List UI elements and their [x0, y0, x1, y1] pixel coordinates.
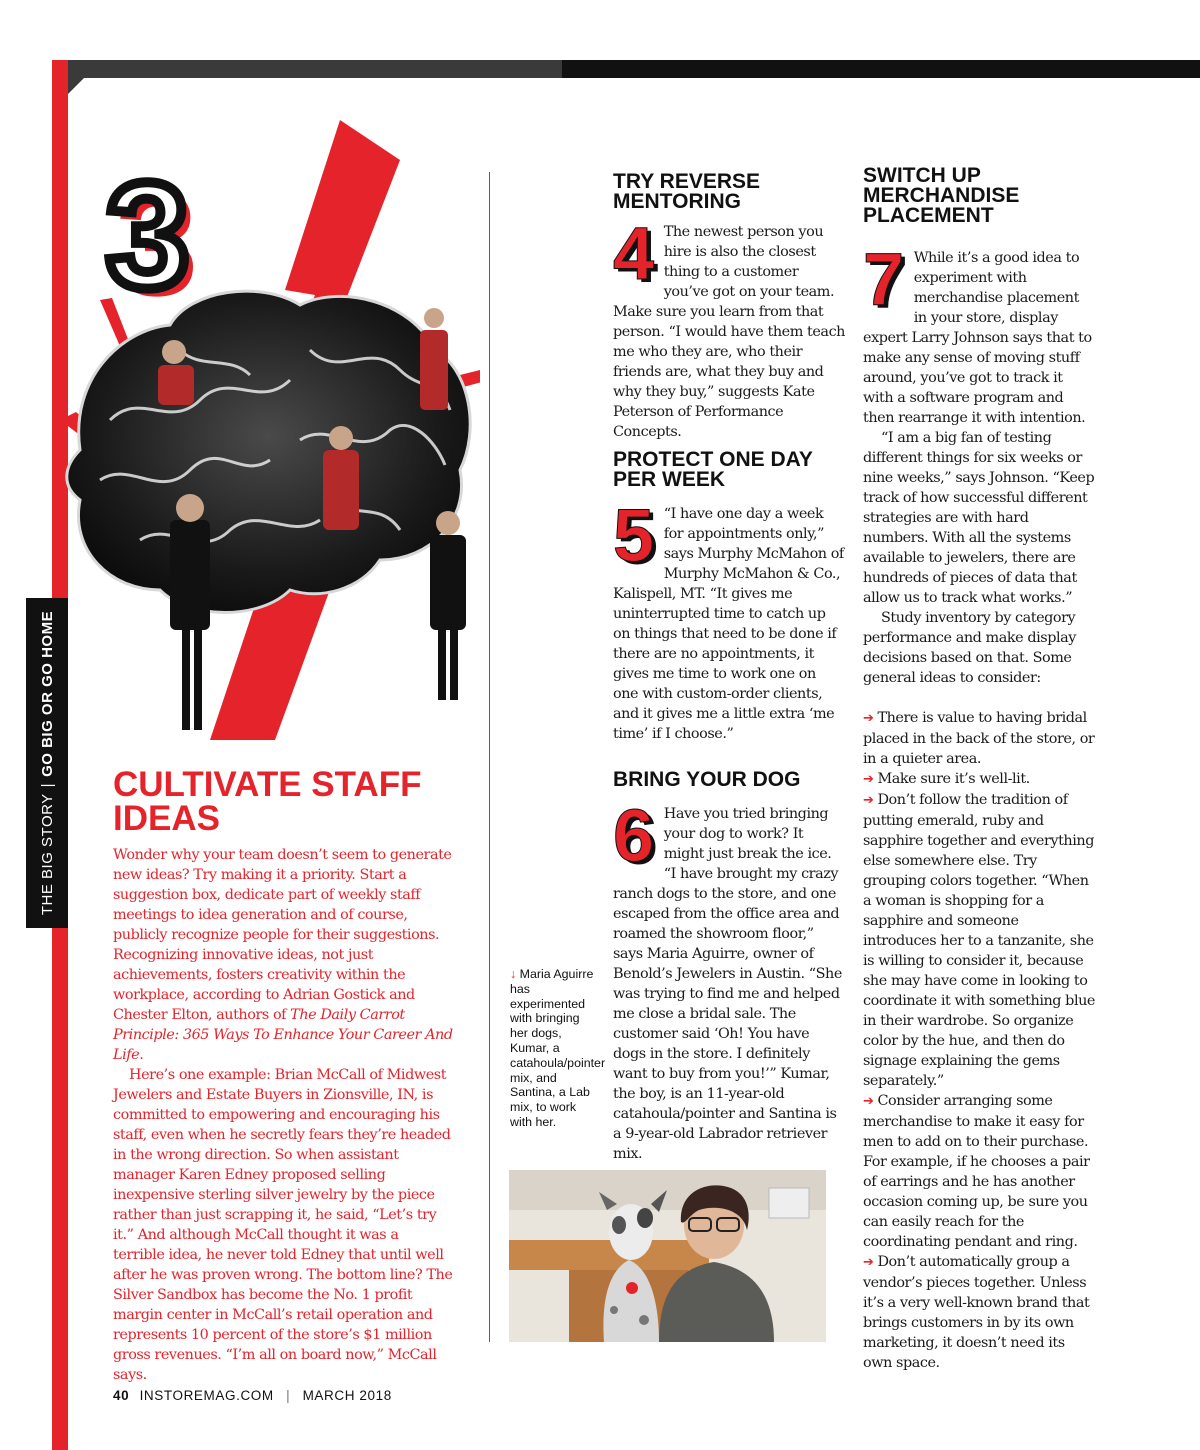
page-number: 40 [113, 1388, 130, 1403]
side-tab-section: THE BIG STORY [38, 793, 56, 916]
arrow-right-icon: ➔ [863, 1255, 874, 1270]
list-item: ➔ Consider arranging some merchandise to make it easy for men to add on to their purchase. For example, if he chooses a pair of earrings and he has another occasion coming up, be sure you can easily reach for the coordinating pendant and ring. [863, 1093, 1090, 1250]
section-5-body [613, 494, 845, 744]
page-footer [113, 1388, 392, 1403]
section-6 [613, 770, 845, 1164]
photo-woman-with-dog [509, 1170, 826, 1342]
person-silhouette [323, 450, 359, 530]
section-7-paragraph-3: Study inventory by category performance and make display decisions based on that. Some general ideas to consider: [863, 610, 1076, 686]
person-silhouette [170, 520, 210, 630]
heading-try-reverse-mentoring: TRY REVERSE MENTORING [613, 170, 761, 213]
section-5 [613, 450, 845, 744]
arrow-right-icon: ➔ [863, 711, 874, 726]
section-4-body [613, 212, 845, 442]
heading-cultivate-staff-ideas: CULTIVATE STAFF IDEAS [113, 765, 422, 838]
top-bar-gray [52, 60, 562, 78]
section-4-text: The newest person you hire is also the closest thing to a customer you’ve got on your team. Make sure you learn from that person. “I would have them teach me who they are, who their friends are, what they buy and why they buy,” suggests Kate Peterson of Performance Concepts. [613, 224, 845, 440]
brain-icon [67, 291, 470, 612]
book-title: The Daily Carrot Principle: 365 Ways To Enhance Your Career And Life [113, 1007, 453, 1063]
list-item: ➔ Make sure it’s well-lit. [863, 771, 1030, 787]
section-6-text: Have you tried bringing your dog to work? It might just break the ice. “I have brought my crazy ranch dogs to the store, and one escaped from the office area and roamed the showroom floor,” says Maria Aguirre, owner of Benold’s Jewelers in Austin. “She was trying to find me and helped me close a bridal sale. The customer said ‘Oh! You have dogs in the store. I definitely want to buy from you!’” Kumar, the boy, is an 11-year-old catahoula/pointer and Santina is a 9-year-old Labrador retriever mix. [613, 806, 842, 1162]
section-7-paragraph-1: 7 While it’s a good idea to experiment with merchandise placement in your store, display expert Larry Johnson says that to make any sense of moving stuff around, you’ve got to track it with a software program and then rearrange it with intention. [863, 238, 1092, 426]
cultivate-body [113, 845, 453, 1385]
section-7 [863, 166, 1095, 1373]
section-number-6: 6 [613, 794, 654, 877]
section-number-5: 5 [613, 494, 654, 577]
heading-bring-your-dog: BRING YOUR DOG [613, 768, 801, 791]
side-tab-separator: | [38, 782, 56, 788]
section-7-body [863, 238, 1095, 1373]
top-bar-black [562, 60, 1200, 78]
corner-notch [68, 78, 84, 94]
cultivate-paragraph-2: Here’s one example: Brian McCall of Midwest Jewelers and Estate Buyers in Zionsville, IN, is committed to empowering and encouraging his staff, even when he secretly fears they’re headed in the wrong direction. So when assistant manager Karen Edney proposed selling inexpensive sterling silver jewelry by the piece rather than just scrapping it, he said, “Let’s try it.” And although McCall thought it was a terrible idea, he never told Edney that until well after he was proven wrong. The bottom line? The Silver Sandbox has become the No. 1 profit margin center in McCall’s retail operation and represents 10 percent of the store’s $1 million gross revenues. “I’m all on board now,” McCall says. [113, 1067, 453, 1383]
section-number-3: 3 [106, 151, 190, 319]
section-6-body [613, 794, 845, 1164]
arrow-right-icon: ➔ [863, 793, 874, 808]
side-tab-title: GO BIG OR GO HOME [38, 610, 56, 777]
caption-text: Maria Aguirre has experimented with bringing her dogs, Kumar, a catahoula/pointer mix, and Santina, a Lab mix, to work with her. [510, 967, 606, 1129]
section-7-paragraph-2: “I am a big fan of testing different things for six weeks or nine weeks,” says Johnson. “Keep track of how successful different strategies are with hard numbers. With all the systems available to jewelers, there are hundreds of pieces of data that allow us to track what works.” [863, 430, 1095, 606]
heading-switch-up-merchandise: SWITCH UP MERCHANDISE PLACEMENT [863, 164, 1020, 227]
section-5-text: “I have one day a week for appointments only,” says Murphy McMahon of Murphy McMahon & Co., Kalispell, MT. “It gives me uninterrupted time to catch up on things that need to be done if there are no appointments, it gives me time to work one on one with custom-order clients, and it gives me a little extra ‘me time’ if I choose.” [613, 506, 844, 742]
photo-caption [510, 967, 606, 1130]
arrow-right-icon: ➔ [863, 1094, 874, 1109]
list-item: ➔ Don’t automatically group a vendor’s pieces together. Unless it’s a very well-known brand that brings customers in by its own marketing, it doesn’t need its own space. [863, 1254, 1090, 1371]
list-item: ➔ There is value to having bridal placed in the back of the store, or in a quieter area. [863, 710, 1095, 767]
footer-site: INSTOREMAG.COM [139, 1388, 274, 1403]
footer-date: MARCH 2018 [302, 1388, 392, 1403]
arrow-right-icon: ➔ [863, 772, 874, 787]
cultivate-paragraph-1: Wonder why your team doesn’t seem to generate new ideas? Try making it a priority. Start a suggestion box, dedicate part of weekly staff meetings to idea generation and of course, publicly recognize people for their suggestions. Recognizing innovative ideas, not just achievements, fosters creativity within the workplace, according to Adrian Gostick and Chester Elton, authors of The Daily Carrot Principle: 365 Ways To Enhance Your Career And Life. [113, 847, 453, 1063]
section-number-7: 7 [863, 238, 904, 321]
arrow-down-icon: ↓ [510, 967, 517, 981]
section-4 [613, 172, 845, 442]
footer-separator: | [286, 1388, 291, 1403]
column-divider [489, 172, 490, 1342]
heading-protect-one-day: PROTECT ONE DAY PER WEEK [613, 448, 813, 491]
section-number-4: 4 [613, 212, 654, 295]
list-item: ➔ Don’t follow the tradition of putting emerald, ruby and sapphire together and everything else somewhere else. Try grouping colors together. “When a woman is shopping for a sapphire and someone introduces her to a tanzanite, she is willing to consider it, because she may have come in looking to coordinate it with something blue in their wardrobe. So organize color by the hue, and then do signage explaining the gems separately.” [863, 792, 1095, 1089]
